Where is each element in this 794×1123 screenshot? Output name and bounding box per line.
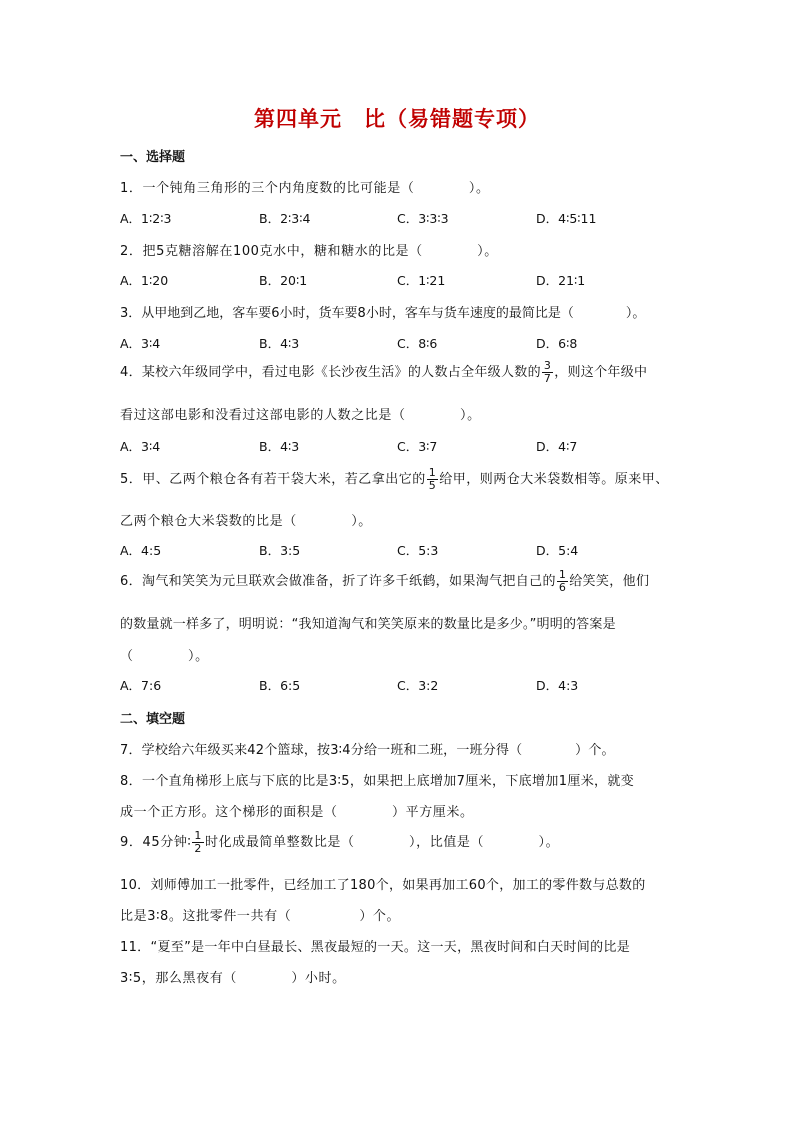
- option-c[interactable]: C．5:3: [397, 543, 439, 558]
- question-10-line-2: 比是3∶8。这批零件一共有（ ）个。: [120, 909, 401, 924]
- question-9-text-after: 时化成最简单整数比是（ ），比值是（ ）。: [205, 835, 560, 850]
- fraction-denominator: 7: [543, 372, 552, 385]
- fraction-denominator: 5: [428, 479, 437, 492]
- question-11-line-2: 3∶5，那么黑夜有（ ）小时。: [120, 971, 346, 986]
- option-c[interactable]: C．3∶7: [397, 439, 438, 454]
- question-1: 1．一个钝角三角形的三个内角度数的比可能是（ ）。: [120, 181, 490, 196]
- option-a[interactable]: A．3∶4: [120, 336, 161, 351]
- question-5-line-1: [120, 467, 669, 492]
- option-a[interactable]: A．7:6: [120, 678, 162, 693]
- option-d[interactable]: D．5:4: [536, 543, 579, 558]
- question-4-line-1: [120, 360, 647, 385]
- fraction: [557, 569, 568, 594]
- question-5-text: 5．甲、乙两个粮仓各有若干袋大米，若乙拿出它的: [120, 472, 426, 487]
- fraction: [427, 467, 439, 492]
- option-d[interactable]: D．6∶8: [536, 336, 578, 351]
- option-d[interactable]: D．4∶7: [536, 439, 578, 454]
- question-6-line-2: 的数量就一样多了，明明说：“我知道淘气和笑笑原来的数量比是多少。”明明的答案是: [120, 617, 616, 632]
- question-6-line-1: [120, 569, 649, 594]
- fraction-numerator: 1: [558, 568, 567, 581]
- option-a[interactable]: A．1∶2∶3: [120, 211, 172, 226]
- option-c[interactable]: C．3∶3∶3: [397, 211, 449, 226]
- option-b[interactable]: B．20∶1: [259, 273, 308, 288]
- question-4-text: 4．某校六年级同学中，看过电影《长沙夜生活》的人数占全年级人数的: [120, 365, 541, 380]
- option-b[interactable]: B．4∶3: [259, 336, 300, 351]
- question-5-text-after: 给甲，则两仓大米袋数相等。原来甲、: [439, 472, 669, 487]
- question-10-line-1: 10．刘师傅加工一批零件，已经加工了180个，如果再加工60个，加工的零件数与总数的: [120, 878, 646, 893]
- question-6-text-after: 给笑笑，他们: [569, 574, 650, 589]
- option-c[interactable]: C．1∶21: [397, 273, 446, 288]
- question-11-line-1: 11．“夏至”是一年中白昼最长、黑夜最短的一天。这一天，黑夜时间和白天时间的比是: [120, 940, 631, 955]
- question-7: 7．学校给六年级买来42个篮球，按3∶4分给一班和二班，一班分得（ ）个。: [120, 743, 615, 758]
- page-title: 第四单元 比（易错题专项）: [254, 107, 540, 131]
- option-b[interactable]: B．6:5: [259, 678, 301, 693]
- question-8-line-2: 成一个正方形。这个梯形的面积是（ ）平方厘米。: [120, 805, 474, 820]
- question-4-text-after: ，则这个年级中: [554, 365, 648, 380]
- option-b[interactable]: B．2∶3∶4: [259, 211, 311, 226]
- option-c[interactable]: C．3:2: [397, 678, 439, 693]
- option-b[interactable]: B．3:5: [259, 543, 301, 558]
- option-a[interactable]: A．4:5: [120, 543, 162, 558]
- option-a[interactable]: A．1∶20: [120, 273, 169, 288]
- question-6-line-3: （ ）。: [120, 649, 209, 664]
- option-d[interactable]: D．4:3: [536, 678, 579, 693]
- question-9-text: 9．45分钟∶: [120, 835, 192, 850]
- option-d[interactable]: D．21∶1: [536, 273, 586, 288]
- fraction-numerator: 1: [428, 466, 437, 479]
- option-b[interactable]: B．4∶3: [259, 439, 300, 454]
- section-heading-choice: 一、选择题: [120, 150, 186, 165]
- option-a[interactable]: A．3∶4: [120, 439, 161, 454]
- question-4-line-2: 看过这部电影和没看过这部电影的人数之比是（ ）。: [120, 408, 481, 423]
- question-5-line-2: 乙两个粮仓大米袋数的比是（ ）。: [120, 514, 372, 529]
- question-8-line-1: 8．一个直角梯形上底与下底的比是3∶5，如果把上底增加7厘米，下底增加1厘米，就变: [120, 774, 635, 789]
- fraction-numerator: 1: [194, 829, 203, 842]
- option-c[interactable]: C．8∶6: [397, 336, 438, 351]
- section-heading-fill: 二、填空题: [120, 712, 186, 727]
- question-3: 3．从甲地到乙地，客车要6小时，货车要8小时，客车与货车速度的最简比是（ ）。: [120, 306, 646, 321]
- fraction: [192, 830, 204, 855]
- fraction: [542, 360, 553, 385]
- option-d[interactable]: D．4∶5∶11: [536, 211, 597, 226]
- question-6-text: 6．淘气和笑笑为元旦联欢会做准备，折了许多千纸鹤，如果淘气把自己的: [120, 574, 556, 589]
- question-2: 2．把5克糖溶解在100克水中，糖和糖水的比是（ ）。: [120, 244, 498, 259]
- fraction-denominator: 2: [194, 842, 203, 855]
- fraction-denominator: 6: [558, 581, 567, 594]
- fraction-numerator: 3: [543, 359, 552, 372]
- question-9: [120, 830, 559, 855]
